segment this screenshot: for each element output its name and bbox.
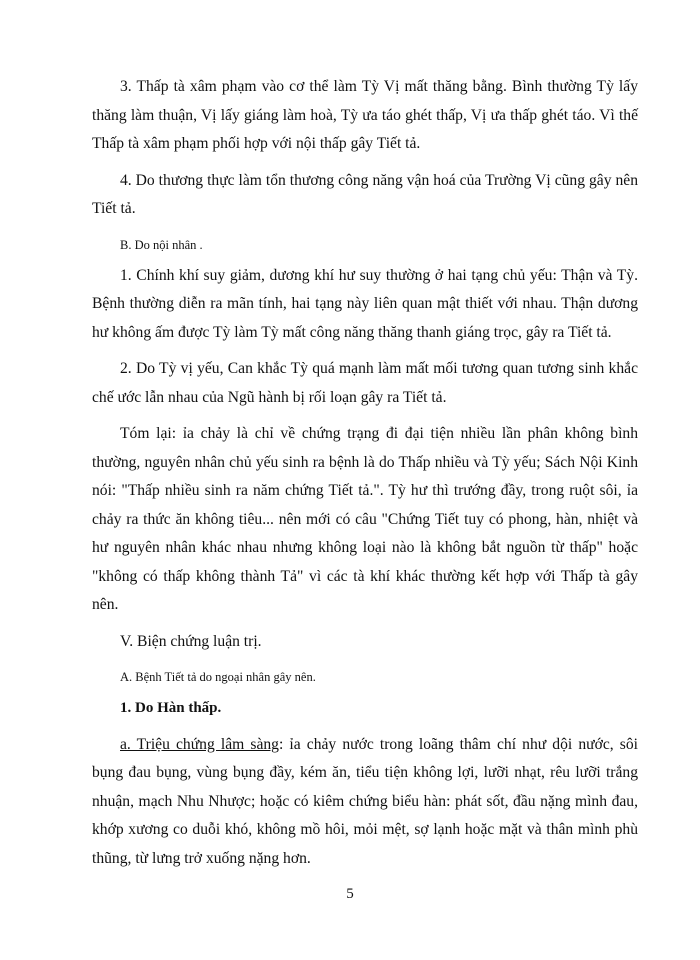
paragraph-tom-lai: Tóm lại: ỉa chảy là chỉ về chứng trạng đi đại tiện nhiều lần phân không bình thường, nguyên nhân chủ yếu sinh ra bệnh là do Thấp nhiều và Tỳ yếu; Sách Nội Kinh nói: "Thấp nhiều sinh ra năm chứng Tiết tả.". Tỳ hư thì trướng đầy, trong ruột sôi, ỉa chảy ra thức ăn không tiêu... nên mới có câu "Chứng Tiết tuy có phong, hàn, nhiệt và hư nguyên nhân khác nhau nhưng không loại nào là không bắt nguồn từ thấp" hoặc "không có thấp không thành Tả" vì các tà khí khác thường kết hợp với Thấp tà gây nên.: [92, 425, 638, 613]
page-number: 5: [346, 886, 354, 902]
subsection-heading-ngoai-nhan: A. Bệnh Tiết tả do ngoại nhân gây nên.: [120, 670, 316, 684]
section-heading-noi-nhan: B. Do nội nhân .: [120, 237, 203, 252]
paragraph-trieu-chung: [92, 731, 638, 874]
clinical-symptoms-text: : ỉa chảy nước trong loãng thâm chí như dội nước, sôi bụng đau bụng, vùng bụng đầy, kém ăn, tiểu tiện không lợi, lưỡi nhạt, rêu lưỡi trắng nhuận, mạch Nhu Nhược; hoặc có kiêm chứng biểu hàn: phát sốt, đầu nặng mình đau, khớp xương co duỗi khó, không mồ hôi, mỏi mệt, sợ lạnh hoặc mặt và thân mình phù thũng, từ lưng trở xuống nặng hơn.: [92, 735, 638, 867]
clinical-symptoms-label: a. Triệu chứng lâm sàng: [120, 735, 279, 753]
paragraph-chinh-khi-suy-giam: 1. Chính khí suy giảm, dương khí hư suy thường ở hai tạng chủ yếu: Thận và Tỳ. Bệnh thường diễn ra mãn tính, hai tạng này liên quan mật thiết với nhau. Thận dương hư không ấm được Tỳ làm Tỳ mất công năng thăng thanh giáng trọc, gây ra Tiết tả.: [92, 266, 638, 341]
section-heading-bien-chung: V. Biện chứng luận trị.: [120, 632, 262, 650]
subsection-heading-han-thap: 1. Do Hàn thấp.: [120, 700, 222, 716]
paragraph-thap-ta-xam-pham: 3. Thấp tà xâm phạm vào cơ thể làm Tỳ Vị mất thăng bằng. Bình thường Tỳ lấy thăng làm thuận, Vị lấy giáng làm hoà, Tỳ ưa táo ghét thấp, Vị ưa thấp ghét táo. Vì thế Thấp tà xâm phạm phối hợp với nội thấp gây Tiết tả.: [92, 78, 638, 152]
paragraph-thuong-thuc: 4. Do thương thực làm tổn thương công năng vận hoá của Trường Vị cũng gây nên Tiết tả.: [92, 171, 638, 217]
page-body: [92, 73, 638, 881]
paragraph-ty-vi-yeu: 2. Do Tỳ vị yếu, Can khắc Tỳ quá mạnh làm mất mối tương quan tương sinh khắc chế ước lẫn nhau của Ngũ hành bị rối loạn gây ra Tiết tả.: [92, 360, 638, 406]
